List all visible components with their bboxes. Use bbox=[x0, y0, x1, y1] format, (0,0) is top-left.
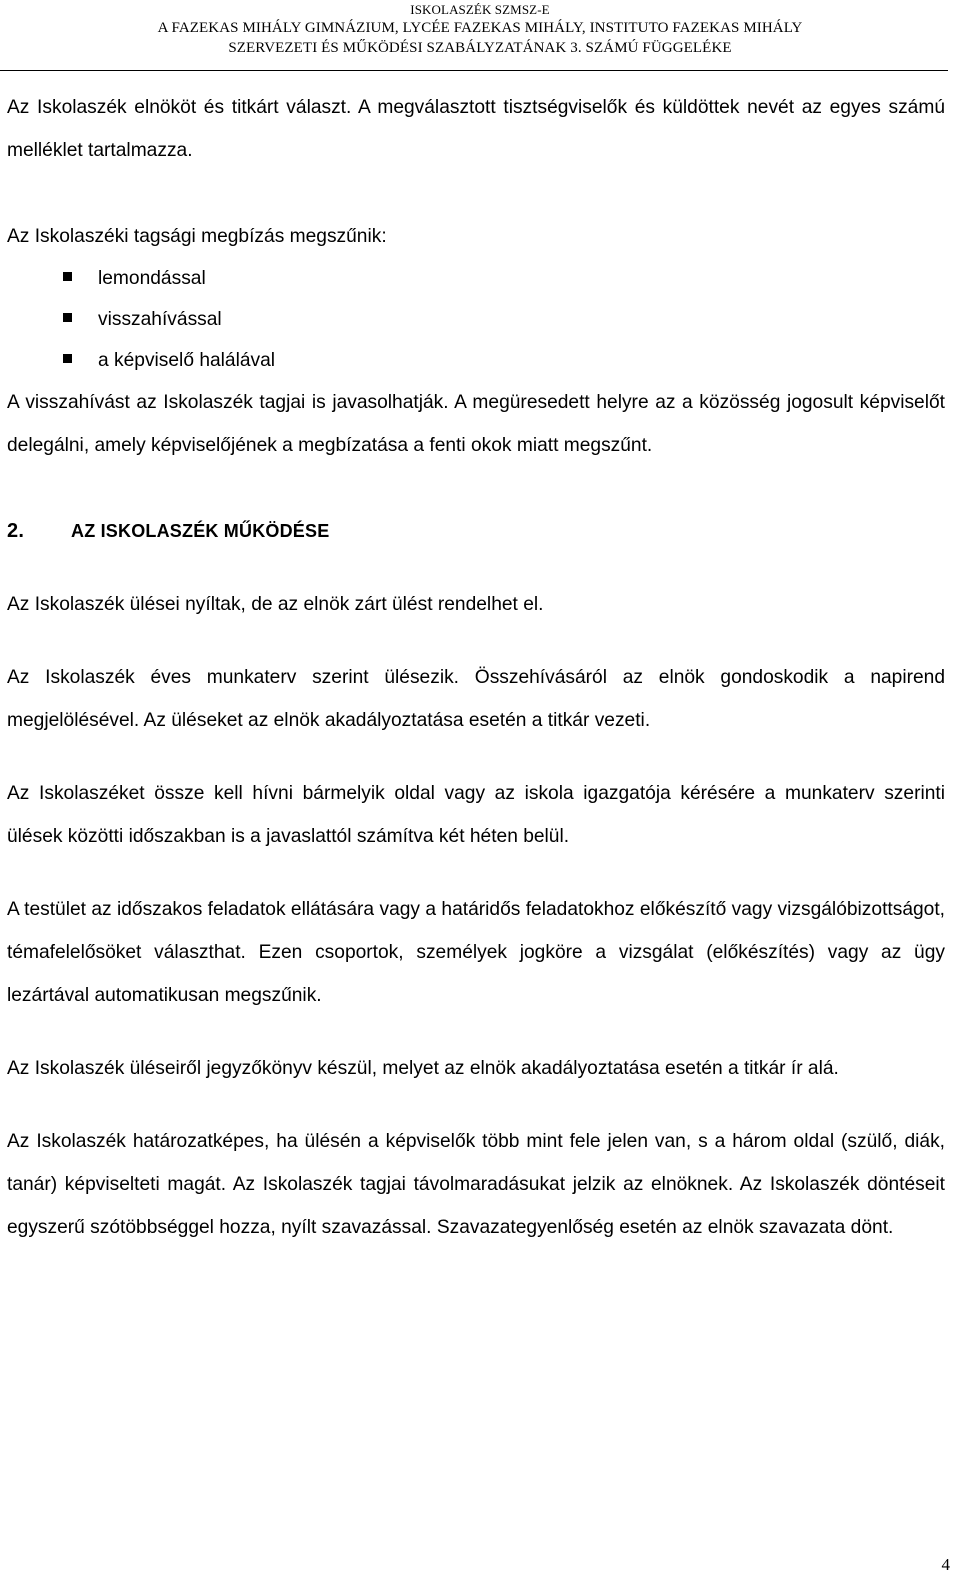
paragraph-quorum: Az Iskolaszék határozatképes, ha ülésén a képviselők több mint fele jelen van, s a három oldal (szülő, diák, tanár) képviselteti magát. Az Iskolaszék tagjai távolmaradásukat jelzik az elnöknek. Az Iskolaszék döntéseit egyszerű szótöbbséggel hozza, nyílt szavazással. Szavazategyenlőség esetén az elnök szavazata dönt. bbox=[7, 1131, 945, 1238]
section-heading bbox=[7, 510, 945, 553]
list-item-text: a képviselő halálával bbox=[98, 350, 276, 371]
page-number: 4 bbox=[941, 1555, 950, 1574]
paragraph-open-sessions: Az Iskolaszék ülései nyíltak, de az elnök zárt ülést rendelhet el. bbox=[7, 594, 544, 615]
square-bullet-icon bbox=[63, 272, 72, 281]
list-item-text: lemondással bbox=[98, 268, 206, 289]
list-item bbox=[7, 299, 945, 340]
header-line-1: ISKOLASZÉK SZMSZ-E bbox=[410, 2, 550, 17]
document-body bbox=[7, 86, 945, 1249]
list-item bbox=[7, 258, 945, 299]
list-item-text: visszahívással bbox=[98, 309, 222, 330]
section-number: 2. bbox=[7, 520, 25, 542]
paragraph-minutes: Az Iskolaszék üléseiről jegyzőkönyv készül, melyet az elnök akadályoztatása esetén a titkár ír alá. bbox=[7, 1058, 839, 1079]
square-bullet-icon bbox=[63, 354, 72, 363]
paragraph-president-secretary: Az Iskolaszék elnököt és titkárt választ. A megválasztott tisztségviselők és küldöttek nevét az egyes számú melléklet tartalmazza. bbox=[7, 97, 945, 161]
header-rule bbox=[0, 70, 948, 71]
paragraph-annual-plan: Az Iskolaszék éves munkaterv szerint ülésezik. Összehívásáról az elnök gondoskodik a napirend megjelölésével. Az üléseket az elnök akadályoztatása esetén a titkár vezeti. bbox=[7, 667, 945, 731]
header-line-3: SZERVEZETI ÉS MŰKÖDÉSI SZABÁLYZATÁNAK 3. SZÁMÚ FÜGGELÉKE bbox=[228, 40, 732, 56]
paragraph-committees: A testület az időszakos feladatok ellátására vagy a határidős feladatokhoz előkészítő vagy vizsgálóbizottságot, témafelelősöket választhat. Ezen csoportok, személyek jogköre a vizsgálat (előkészítés) vagy az ügy lezártával automatikusan megszűnik. bbox=[7, 899, 945, 1006]
paragraph-recall: A visszahívást az Iskolaszék tagjai is javasolhatják. A megüresedett helyre az a közösség jogosult képviselőt delegálni, amely képviselőjének a megbízatása a fenti okok miatt megszűnt. bbox=[7, 392, 945, 456]
square-bullet-icon bbox=[63, 313, 72, 322]
list-item bbox=[7, 340, 945, 381]
termination-reasons-list bbox=[7, 258, 945, 381]
paragraph-membership-termination: Az Iskolaszéki tagsági megbízás megszűnik: bbox=[7, 226, 387, 247]
paragraph-convening: Az Iskolaszéket össze kell hívni bármelyik oldal vagy az iskola igazgatója kérésére a munkaterv szerinti ülések közötti időszakban is a javaslattól számítva két héten belül. bbox=[7, 783, 945, 847]
page-header bbox=[0, 2, 960, 58]
header-line-2: A FAZEKAS MIHÁLY GIMNÁZIUM, LYCÉE FAZEKAS MIHÁLY, INSTITUTO FAZEKAS MIHÁLY bbox=[157, 20, 803, 36]
section-title: AZ ISKOLASZÉK MŰKÖDÉSE bbox=[71, 521, 330, 541]
